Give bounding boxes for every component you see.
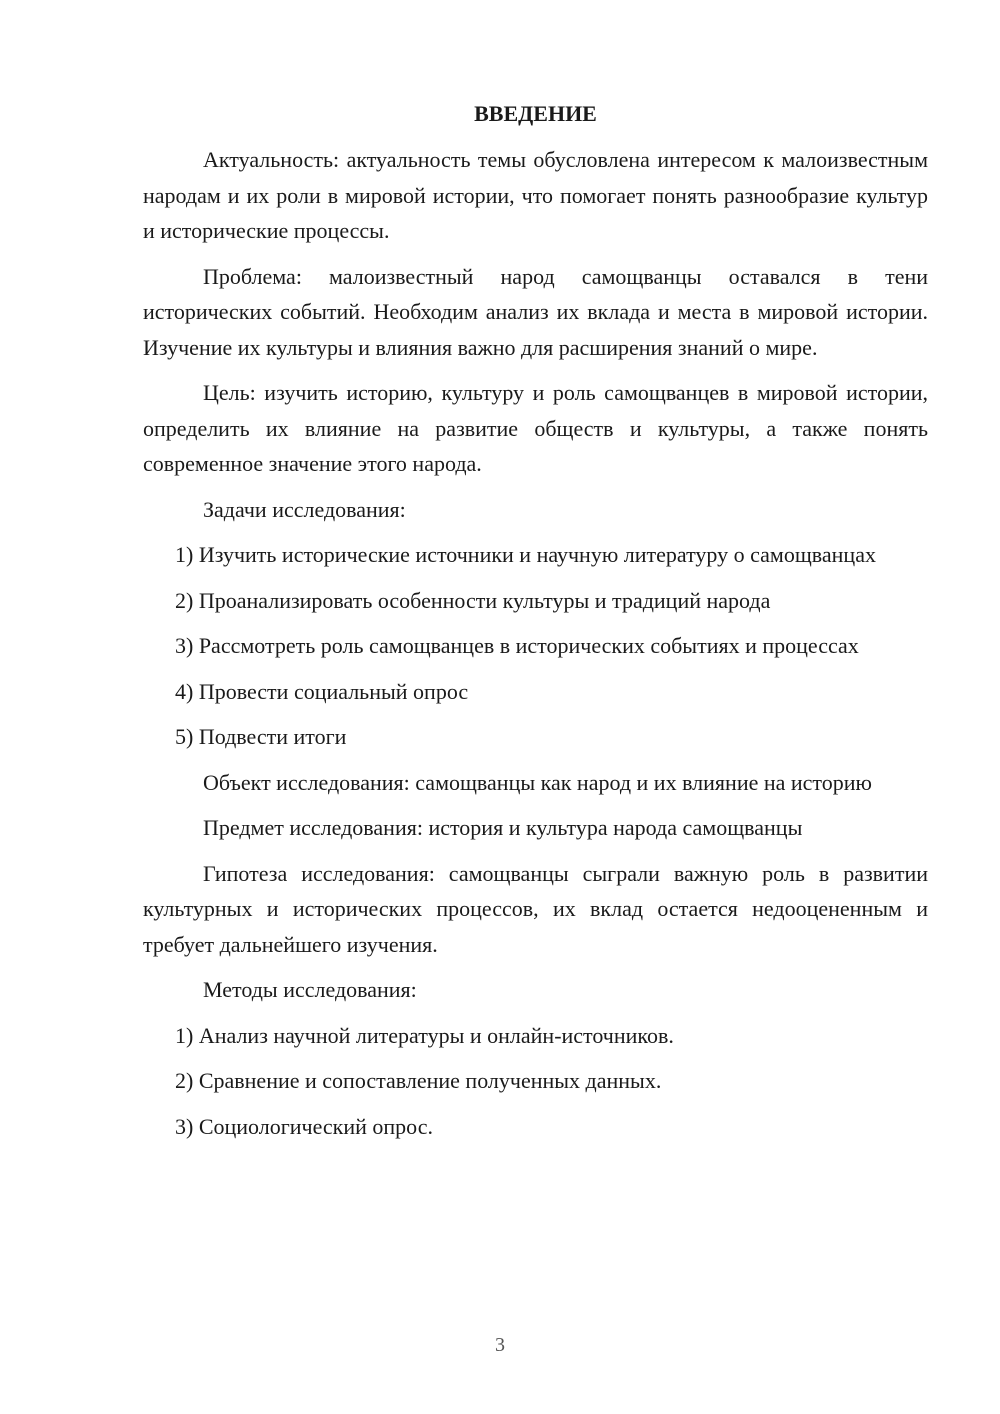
task-item: 4) Провести социальный опрос (175, 678, 469, 704)
method-item: 2) Сравнение и сопоставление полученных данных. (175, 1068, 662, 1093)
goal-paragraph: Цель: изучить историю, культуру и роль самощванцев в мировой истории, определить их влияние на развитие обществ и культуры, а также понять современное значение этого народа. (143, 380, 928, 476)
document-page (143, 96, 928, 1154)
task-item: 3) Рассмотреть роль самощванцев в исторических событиях и процессах (175, 633, 859, 658)
task-item: 5) Подвести итоги (175, 724, 347, 749)
hypothesis-paragraph: Гипотеза исследования: самощванцы сыграли важную роль в развитии культурных и исторических процессов, их вклад остается недооцененным и требует дальнейшего изучения. (143, 860, 928, 957)
problem-paragraph: Проблема: малоизвестный народ самощванцы оставался в тени исторических событий. Необходим анализ их вклада и места в мировой истории. Изучение их культуры и влияния важно для расширения знаний о мире. (143, 263, 928, 360)
methods-heading: Методы исследования: (203, 977, 417, 1002)
relevance-paragraph: Актуальность: актуальность темы обусловлена интересом к малоизвестным народам и их роли в мировой истории, что помогает понять разнообразие культур и исторические процессы. (143, 147, 928, 243)
page-title: ВВЕДЕНИЕ (474, 101, 597, 126)
object-paragraph: Объект исследования: самощванцы как народ и их влияние на историю (203, 769, 872, 795)
method-item: 1) Анализ научной литературы и онлайн-источников. (175, 1022, 674, 1048)
subject-paragraph: Предмет исследования: история и культура народа самощванцы (203, 815, 803, 840)
task-item: 1) Изучить исторические источники и научную литературу о самощванцах (175, 542, 876, 567)
method-item: 3) Социологический опрос. (175, 1113, 433, 1139)
task-item: 2) Проанализировать особенности культуры и традиций народа (175, 587, 771, 613)
tasks-heading: Задачи исследования: (203, 496, 406, 522)
page-number: 3 (495, 1334, 505, 1356)
